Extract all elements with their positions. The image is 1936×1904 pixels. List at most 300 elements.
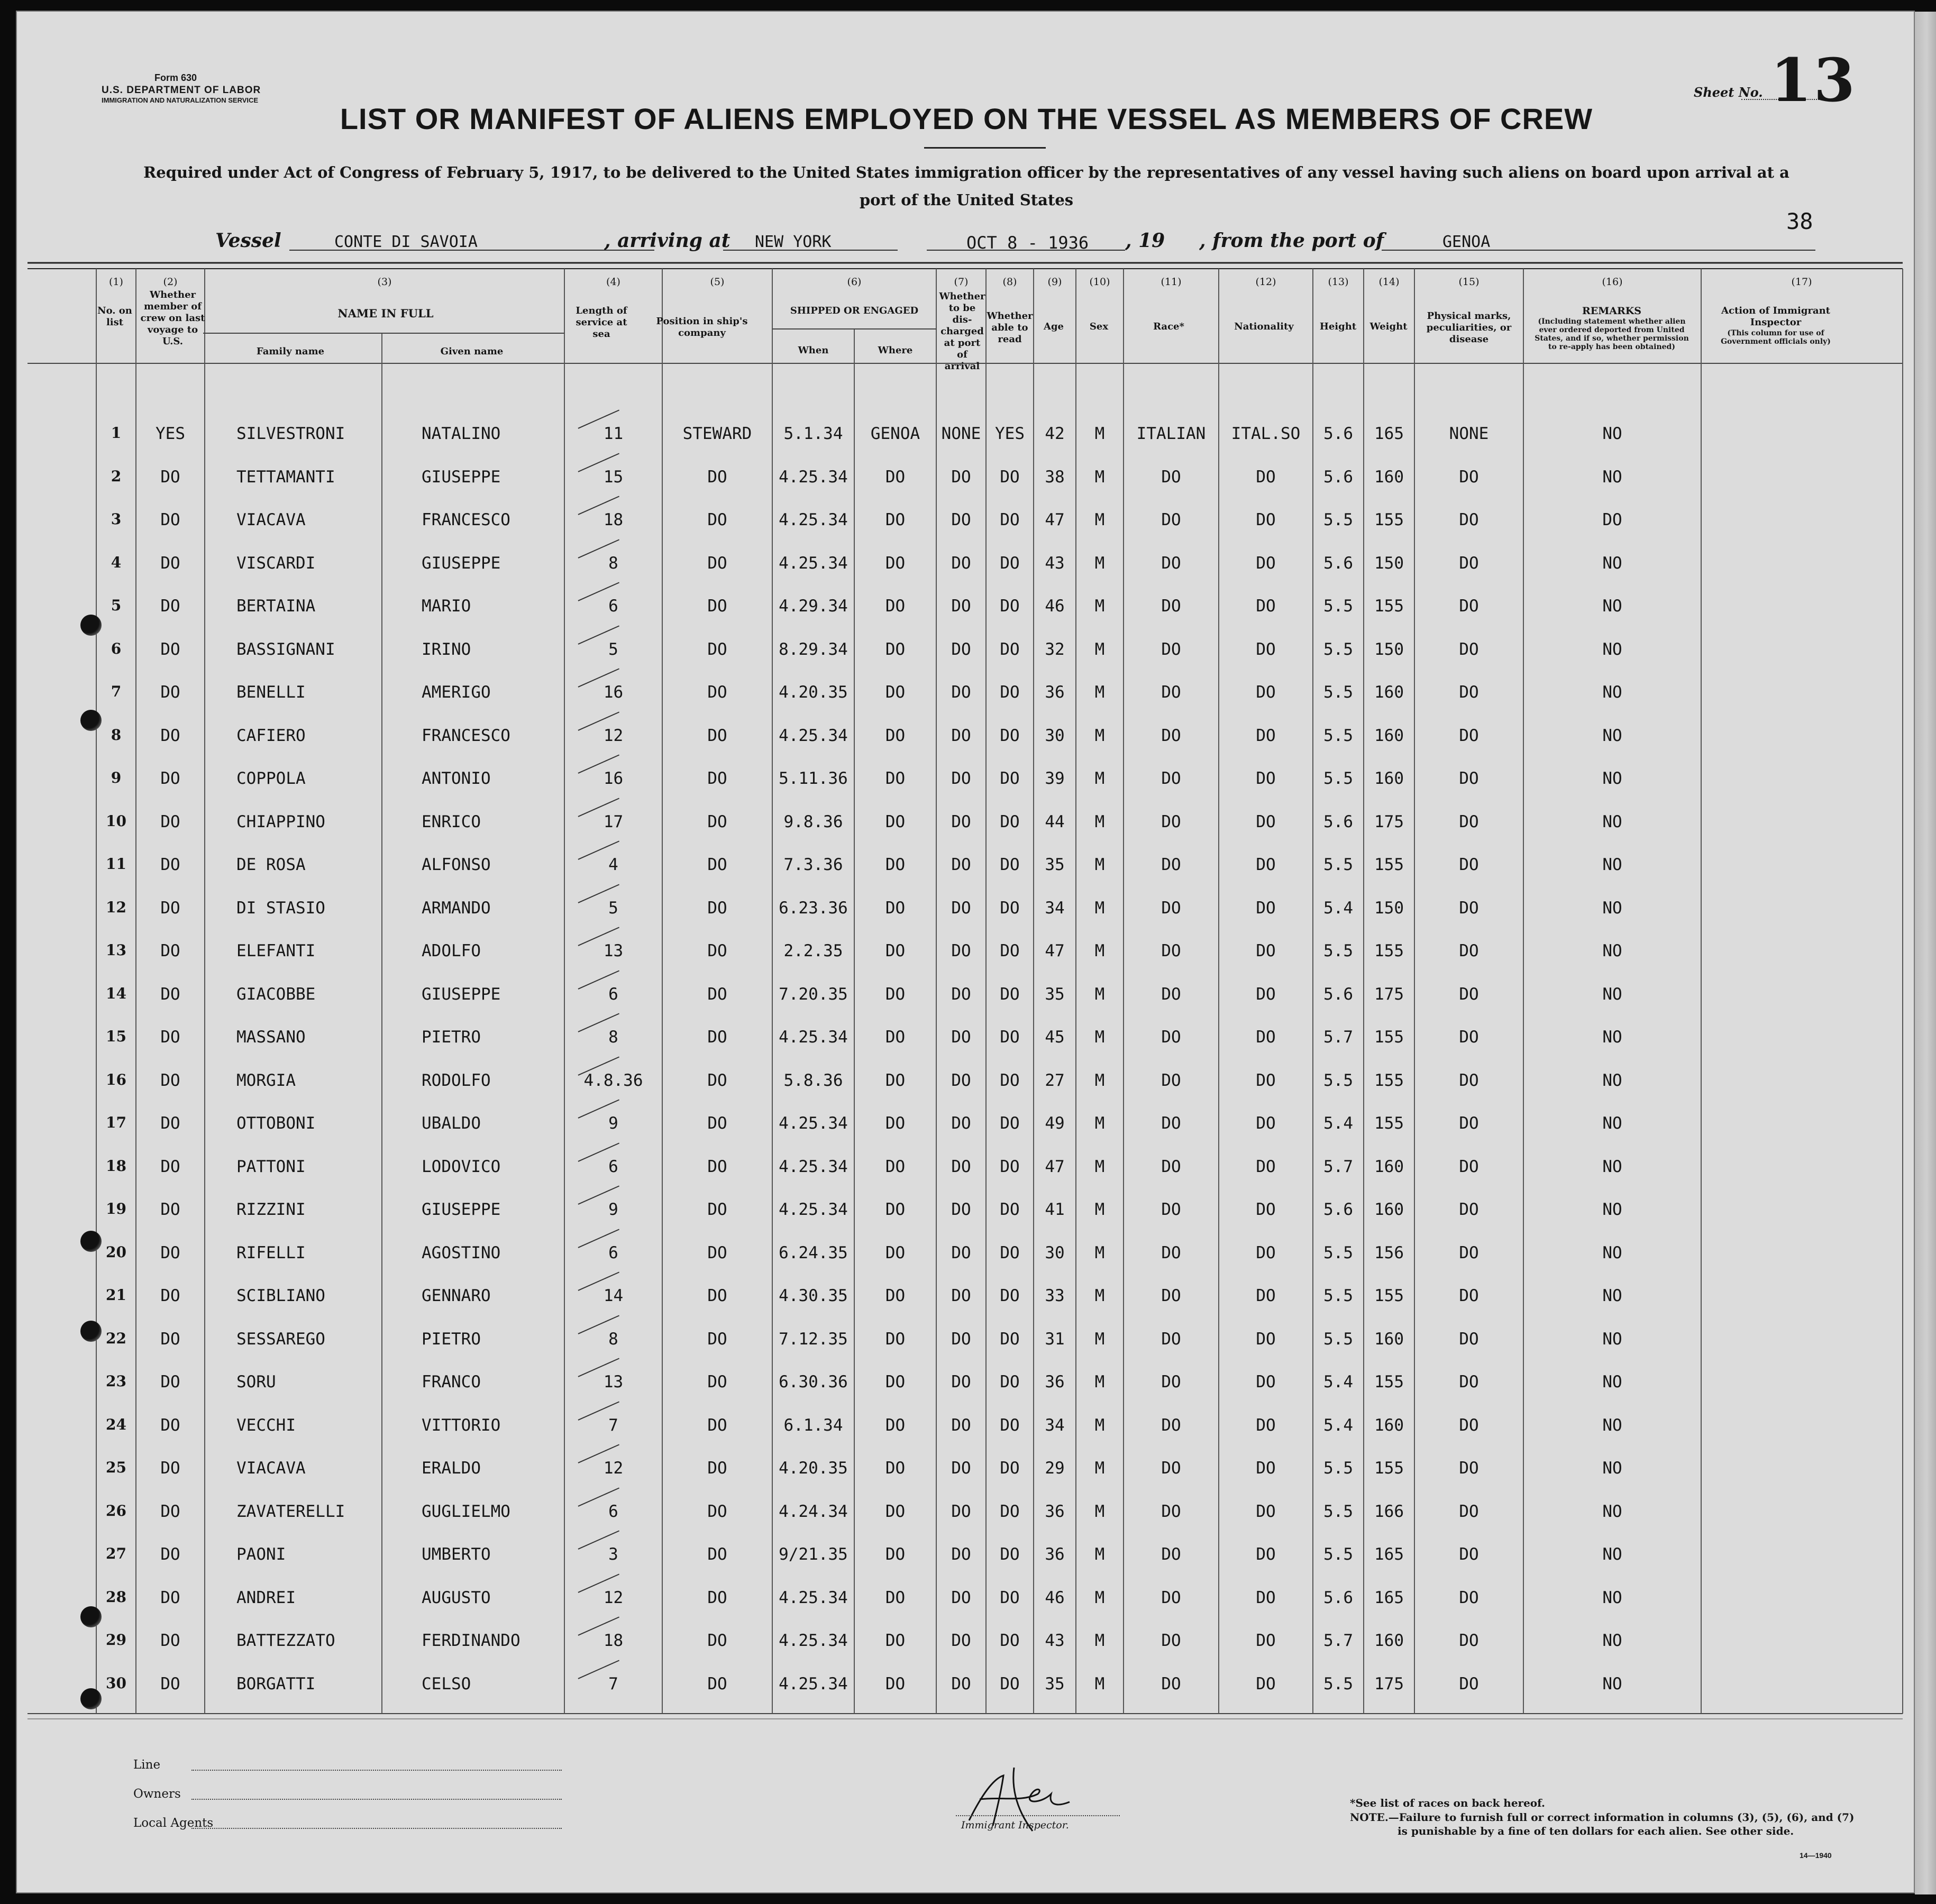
header-race: Race* xyxy=(1153,321,1184,332)
cell-remarks: NO xyxy=(1602,1545,1622,1564)
form-number: Form 630 xyxy=(154,72,197,83)
cell-sex: M xyxy=(1094,1286,1105,1305)
cell-discharged: DO xyxy=(951,1502,971,1521)
cell-discharged: DO xyxy=(951,984,971,1004)
cell-nationality: DO xyxy=(1256,1588,1276,1607)
cell-where: DO xyxy=(885,1070,906,1090)
owners-label: Owners xyxy=(133,1787,181,1801)
cell-service: 18 xyxy=(603,1631,624,1650)
table-row xyxy=(17,931,1916,973)
arriving-label: , arriving at xyxy=(604,230,730,252)
cell-discharged: DO xyxy=(951,898,971,918)
cell-remarks: NO xyxy=(1602,1070,1622,1090)
cell-where: DO xyxy=(885,683,906,702)
cell-height: 5.7 xyxy=(1323,1028,1353,1047)
cell-nationality: DO xyxy=(1256,683,1276,702)
cell-where: DO xyxy=(885,941,906,960)
cell-height: 5.5 xyxy=(1323,597,1353,616)
cell-when: 7.20.35 xyxy=(779,984,848,1004)
cell-marks: DO xyxy=(1459,1674,1479,1694)
cell-read: DO xyxy=(1000,639,1020,659)
cell-when: 4.25.34 xyxy=(779,726,848,745)
column-number: (10) xyxy=(1089,276,1110,288)
cell-height: 5.5 xyxy=(1323,1243,1353,1262)
cell-where: DO xyxy=(885,1286,906,1305)
document-title: LIST OR MANIFEST OF ALIENS EMPLOYED ON THE VESSEL AS MEMBERS OF CREW xyxy=(340,102,1593,135)
cell-service: 11 xyxy=(603,424,624,443)
cell-discharged: DO xyxy=(951,1200,971,1219)
cell-race: DO xyxy=(1161,1329,1181,1349)
cell-age: 33 xyxy=(1045,1286,1065,1305)
cell-age: 47 xyxy=(1045,510,1065,529)
cell-read: DO xyxy=(1000,1502,1020,1521)
local-agents-label: Local Agents xyxy=(133,1816,214,1830)
cell-no: 11 xyxy=(106,855,126,873)
cell-age: 45 xyxy=(1045,1028,1065,1047)
cell-no: 16 xyxy=(106,1070,126,1088)
cell-where: DO xyxy=(885,1028,906,1047)
cell-service: 7 xyxy=(608,1674,618,1694)
cell-weight: 155 xyxy=(1374,1028,1404,1047)
cell-service: 17 xyxy=(603,812,624,831)
cell-race: DO xyxy=(1161,941,1181,960)
header-action-note: (This column for use of Government officials only) xyxy=(1721,329,1831,346)
arrival-date: OCT 8 - 1936 xyxy=(966,233,1089,253)
cell-marks: DO xyxy=(1459,1502,1479,1521)
cell-age: 30 xyxy=(1045,726,1065,745)
cell-where: DO xyxy=(885,639,906,659)
cell-discharged: NONE xyxy=(941,424,981,443)
cell-read: DO xyxy=(1000,1329,1020,1349)
cell-service: 6 xyxy=(608,1157,618,1176)
cell-read: DO xyxy=(1000,726,1020,745)
arrival-port: NEW YORK xyxy=(755,233,832,251)
cell-position: DO xyxy=(707,1114,727,1133)
cell-marks: DO xyxy=(1459,1588,1479,1607)
cell-when: 4.25.34 xyxy=(779,1114,848,1133)
from-port: GENOA xyxy=(1442,233,1491,251)
cell-nationality: DO xyxy=(1256,1243,1276,1262)
cell-family: SILVESTRONI xyxy=(236,424,345,443)
header-able-to-read: Whether able to read xyxy=(987,310,1033,345)
punch-hole xyxy=(80,1688,102,1709)
cell-given: VITTORIO xyxy=(422,1415,501,1435)
cell-member: DO xyxy=(160,467,180,487)
cell-height: 5.5 xyxy=(1323,1459,1353,1478)
cell-remarks: NO xyxy=(1602,1631,1622,1650)
cell-weight: 150 xyxy=(1374,553,1404,573)
line-label: Line xyxy=(133,1758,161,1772)
year-label: , 19 xyxy=(1125,230,1165,252)
cell-given: GIUSEPPE xyxy=(422,553,501,573)
cell-discharged: DO xyxy=(951,1329,971,1349)
column-number: (8) xyxy=(1002,276,1017,288)
sheet-number-label: Sheet No. xyxy=(1694,85,1763,100)
cell-given: ENRICO xyxy=(422,812,481,831)
cell-service: 9 xyxy=(608,1200,618,1219)
cell-where: DO xyxy=(885,1372,906,1392)
column-number: (4) xyxy=(606,276,620,288)
cell-marks: DO xyxy=(1459,597,1479,616)
cell-given: FERDINANDO xyxy=(422,1631,520,1650)
from-port-label: , from the port of xyxy=(1199,230,1384,252)
vessel-underline xyxy=(289,250,654,251)
cell-sex: M xyxy=(1094,510,1105,529)
cell-sex: M xyxy=(1094,1588,1105,1607)
cell-service: 13 xyxy=(603,1372,624,1392)
cell-read: YES xyxy=(995,424,1025,443)
cell-family: CHIAPPINO xyxy=(236,812,325,831)
cell-marks: DO xyxy=(1459,1070,1479,1090)
table-row xyxy=(17,457,1916,499)
cell-no: 6 xyxy=(111,639,122,657)
cell-given: ARMANDO xyxy=(422,898,491,918)
cell-weight: 160 xyxy=(1374,683,1404,702)
cell-weight: 160 xyxy=(1374,769,1404,788)
cell-remarks: NO xyxy=(1602,1415,1622,1435)
cell-service: 16 xyxy=(603,683,624,702)
cell-when: 5.1.34 xyxy=(783,424,843,443)
cell-sex: M xyxy=(1094,812,1105,831)
cell-age: 27 xyxy=(1045,1070,1065,1090)
cell-sex: M xyxy=(1094,1459,1105,1478)
cell-read: DO xyxy=(1000,553,1020,573)
cell-given: GUGLIELMO xyxy=(422,1502,510,1521)
table-row xyxy=(17,672,1916,715)
cell-member: DO xyxy=(160,1631,180,1650)
cell-read: DO xyxy=(1000,510,1020,529)
table-row xyxy=(17,802,1916,844)
table-row xyxy=(17,1147,1916,1189)
cell-given: UBALDO xyxy=(422,1114,481,1133)
cell-discharged: DO xyxy=(951,1459,971,1478)
cell-age: 41 xyxy=(1045,1200,1065,1219)
cell-weight: 160 xyxy=(1374,1157,1404,1176)
cell-remarks: NO xyxy=(1602,1200,1622,1219)
cell-remarks: NO xyxy=(1602,553,1622,573)
cell-member: DO xyxy=(160,1329,180,1349)
cell-height: 5.5 xyxy=(1323,855,1353,874)
cell-race: DO xyxy=(1161,553,1181,573)
cell-service: 7 xyxy=(608,1415,618,1435)
cell-race: DO xyxy=(1161,1028,1181,1047)
cell-height: 5.5 xyxy=(1323,1545,1353,1564)
cell-when: 7.3.36 xyxy=(783,855,843,874)
cell-when: 4.25.34 xyxy=(779,467,848,487)
cell-nationality: DO xyxy=(1256,984,1276,1004)
cell-discharged: DO xyxy=(951,1415,971,1435)
cell-when: 4.25.34 xyxy=(779,1028,848,1047)
header-height: Height xyxy=(1319,321,1357,332)
cell-position: DO xyxy=(707,1157,727,1176)
cell-given: ANTONIO xyxy=(422,769,491,788)
cell-marks: DO xyxy=(1459,1286,1479,1305)
table-row xyxy=(17,1534,1916,1577)
cell-member: DO xyxy=(160,812,180,831)
line-rule xyxy=(191,1770,562,1771)
cell-discharged: DO xyxy=(951,855,971,874)
cell-weight: 150 xyxy=(1374,898,1404,918)
inspector-label: Immigrant Inspector. xyxy=(961,1819,1069,1831)
cell-when: 9.8.36 xyxy=(783,812,843,831)
column-number: (5) xyxy=(710,276,725,288)
cell-weight: 155 xyxy=(1374,1459,1404,1478)
cell-family: TETTAMANTI xyxy=(236,467,335,487)
cell-no: 2 xyxy=(111,467,122,485)
cell-when: 9/21.35 xyxy=(779,1545,848,1564)
column-number: (11) xyxy=(1161,276,1182,288)
cell-no: 4 xyxy=(111,553,122,571)
cell-service: 3 xyxy=(608,1545,618,1564)
cell-given: AMERIGO xyxy=(422,683,491,702)
cell-where: DO xyxy=(885,1631,906,1650)
cell-remarks: NO xyxy=(1602,1329,1622,1349)
cell-service: 8 xyxy=(608,1329,618,1349)
table-row xyxy=(17,500,1916,542)
cell-when: 8.29.34 xyxy=(779,639,848,659)
cell-given: PIETRO xyxy=(422,1028,481,1047)
cell-discharged: DO xyxy=(951,812,971,831)
cell-nationality: DO xyxy=(1256,1502,1276,1521)
cell-sex: M xyxy=(1094,553,1105,573)
cell-member: DO xyxy=(160,597,180,616)
cell-no: 13 xyxy=(106,941,126,959)
cell-discharged: DO xyxy=(951,1028,971,1047)
cell-weight: 175 xyxy=(1374,984,1404,1004)
cell-race: DO xyxy=(1161,1157,1181,1176)
cell-when: 4.25.34 xyxy=(779,1588,848,1607)
cell-sex: M xyxy=(1094,726,1105,745)
cell-family: MORGIA xyxy=(236,1070,296,1090)
cell-nationality: DO xyxy=(1256,769,1276,788)
cell-read: DO xyxy=(1000,769,1020,788)
cell-no: 5 xyxy=(111,597,122,614)
cell-given: FRANCO xyxy=(422,1372,481,1392)
cell-nationality: DO xyxy=(1256,1372,1276,1392)
cell-remarks: NO xyxy=(1602,726,1622,745)
cell-read: DO xyxy=(1000,1588,1020,1607)
table-row xyxy=(17,716,1916,758)
cell-no: 18 xyxy=(106,1157,126,1175)
cell-marks: DO xyxy=(1459,726,1479,745)
cell-sex: M xyxy=(1094,1329,1105,1349)
cell-service: 5 xyxy=(608,898,618,918)
cell-nationality: DO xyxy=(1256,1114,1276,1133)
column-number: (1) xyxy=(109,276,123,288)
cell-race: DO xyxy=(1161,683,1181,702)
cell-no: 26 xyxy=(106,1502,126,1519)
cell-age: 36 xyxy=(1045,1545,1065,1564)
cell-marks: DO xyxy=(1459,984,1479,1004)
cell-marks: DO xyxy=(1459,812,1479,831)
cell-age: 38 xyxy=(1045,467,1065,487)
cell-read: DO xyxy=(1000,1674,1020,1694)
cell-position: DO xyxy=(707,467,727,487)
cell-marks: DO xyxy=(1459,639,1479,659)
cell-remarks: NO xyxy=(1602,1372,1622,1392)
cell-sex: M xyxy=(1094,1028,1105,1047)
cell-no: 15 xyxy=(106,1028,126,1045)
cell-height: 5.6 xyxy=(1323,812,1353,831)
cell-where: DO xyxy=(885,898,906,918)
cell-discharged: DO xyxy=(951,553,971,573)
header-age: Age xyxy=(1043,321,1064,332)
cell-member: DO xyxy=(160,1545,180,1564)
table-row xyxy=(17,845,1916,887)
cell-read: DO xyxy=(1000,855,1020,874)
cell-family: VIACAVA xyxy=(236,510,306,529)
cell-marks: DO xyxy=(1459,1329,1479,1349)
cell-no: 28 xyxy=(106,1588,126,1606)
cell-marks: DO xyxy=(1459,941,1479,960)
cell-remarks: NO xyxy=(1602,467,1622,487)
cell-given: ADOLFO xyxy=(422,941,481,960)
column-number: (3) xyxy=(377,276,392,288)
cell-member: DO xyxy=(160,1028,180,1047)
column-number: (9) xyxy=(1047,276,1062,288)
cell-sex: M xyxy=(1094,984,1105,1004)
cell-height: 5.5 xyxy=(1323,769,1353,788)
punch-hole xyxy=(80,1321,102,1342)
cell-service: 18 xyxy=(603,510,624,529)
cell-position: DO xyxy=(707,941,727,960)
cell-no: 19 xyxy=(106,1200,126,1218)
cell-member: DO xyxy=(160,1674,180,1694)
cell-height: 5.7 xyxy=(1323,1157,1353,1176)
cell-family: ZAVATERELLI xyxy=(236,1502,345,1521)
table-row xyxy=(17,1448,1916,1490)
cell-no: 23 xyxy=(106,1372,126,1390)
cell-height: 5.5 xyxy=(1323,683,1353,702)
cell-position: DO xyxy=(707,1200,727,1219)
cell-race: DO xyxy=(1161,597,1181,616)
cell-remarks: NO xyxy=(1602,1243,1622,1262)
table-row xyxy=(17,888,1916,930)
cell-nationality: DO xyxy=(1256,1415,1276,1435)
cell-no: 21 xyxy=(106,1286,126,1304)
cell-height: 5.6 xyxy=(1323,1200,1353,1219)
cell-marks: DO xyxy=(1459,1028,1479,1047)
cell-read: DO xyxy=(1000,1545,1020,1564)
cell-race: DO xyxy=(1161,510,1181,529)
cell-height: 5.6 xyxy=(1323,984,1353,1004)
cell-remarks: NO xyxy=(1602,769,1622,788)
cell-sex: M xyxy=(1094,941,1105,960)
table-row xyxy=(17,758,1916,801)
cell-height: 5.5 xyxy=(1323,1502,1353,1521)
cell-sex: M xyxy=(1094,1243,1105,1262)
cell-member: DO xyxy=(160,1243,180,1262)
cell-nationality: DO xyxy=(1256,1545,1276,1564)
column-number: (17) xyxy=(1791,276,1812,288)
cell-service: 12 xyxy=(603,1588,624,1607)
cell-weight: 160 xyxy=(1374,1329,1404,1349)
cell-position: DO xyxy=(707,1415,727,1435)
cell-where: DO xyxy=(885,984,906,1004)
table-row xyxy=(17,1276,1916,1318)
cell-when: 6.24.35 xyxy=(779,1243,848,1262)
cell-remarks: NO xyxy=(1602,1459,1622,1478)
cell-where: DO xyxy=(885,812,906,831)
cell-where: DO xyxy=(885,1415,906,1435)
cell-remarks: NO xyxy=(1602,424,1622,443)
cell-position: DO xyxy=(707,1286,727,1305)
cell-read: DO xyxy=(1000,812,1020,831)
manifest-sheet xyxy=(16,11,1915,1893)
cell-sex: M xyxy=(1094,855,1105,874)
cell-read: DO xyxy=(1000,1114,1020,1133)
cell-position: DO xyxy=(707,1372,727,1392)
cell-member: DO xyxy=(160,510,180,529)
cell-no: 22 xyxy=(106,1329,126,1347)
table-row xyxy=(17,1621,1916,1663)
cell-discharged: DO xyxy=(951,597,971,616)
table-row xyxy=(17,1578,1916,1620)
form-code: 14—1940 xyxy=(1800,1851,1832,1860)
cell-height: 5.5 xyxy=(1323,1070,1353,1090)
cell-when: 4.29.34 xyxy=(779,597,848,616)
table-row xyxy=(17,1664,1916,1706)
cell-nationality: ITAL.SO xyxy=(1231,424,1301,443)
cell-given: GIUSEPPE xyxy=(422,1200,501,1219)
cell-where: DO xyxy=(885,1588,906,1607)
cell-nationality: DO xyxy=(1256,1631,1276,1650)
cell-where: GENOA xyxy=(870,424,920,443)
cell-age: 35 xyxy=(1045,855,1065,874)
header-sex: Sex xyxy=(1089,321,1109,332)
cell-given: GENNARO xyxy=(422,1286,491,1305)
cell-race: ITALIAN xyxy=(1136,424,1206,443)
cell-member: DO xyxy=(160,984,180,1004)
cell-marks: DO xyxy=(1459,1545,1479,1564)
cell-when: 4.25.34 xyxy=(779,1631,848,1650)
cell-where: DO xyxy=(885,1329,906,1349)
cell-service: 6 xyxy=(608,984,618,1004)
cell-where: DO xyxy=(885,467,906,487)
cell-where: DO xyxy=(885,510,906,529)
cell-remarks: NO xyxy=(1602,984,1622,1004)
cell-service: 16 xyxy=(603,769,624,788)
header-given-name: Given name xyxy=(440,346,504,357)
table-row xyxy=(17,1189,1916,1232)
cell-age: 46 xyxy=(1045,1588,1065,1607)
cell-where: DO xyxy=(885,1459,906,1478)
cell-race: DO xyxy=(1161,1502,1181,1521)
cell-nationality: DO xyxy=(1256,855,1276,874)
cell-member: DO xyxy=(160,553,180,573)
cell-nationality: DO xyxy=(1256,941,1276,960)
cell-race: DO xyxy=(1161,855,1181,874)
cell-weight: 175 xyxy=(1374,812,1404,831)
cell-height: 5.5 xyxy=(1323,639,1353,659)
cell-position: DO xyxy=(707,1631,727,1650)
cell-no: 3 xyxy=(111,510,122,528)
cell-age: 39 xyxy=(1045,769,1065,788)
cell-when: 4.25.34 xyxy=(779,1674,848,1694)
cell-read: DO xyxy=(1000,898,1020,918)
cell-discharged: DO xyxy=(951,510,971,529)
cell-weight: 175 xyxy=(1374,1674,1404,1694)
cell-age: 47 xyxy=(1045,941,1065,960)
cell-read: DO xyxy=(1000,1372,1020,1392)
cell-when: 6.30.36 xyxy=(779,1372,848,1392)
cell-where: DO xyxy=(885,769,906,788)
cell-read: DO xyxy=(1000,1157,1020,1176)
cell-marks: NONE xyxy=(1449,424,1489,443)
cell-family: ELEFANTI xyxy=(236,941,316,960)
cell-weight: 155 xyxy=(1374,941,1404,960)
cell-marks: DO xyxy=(1459,1157,1479,1176)
